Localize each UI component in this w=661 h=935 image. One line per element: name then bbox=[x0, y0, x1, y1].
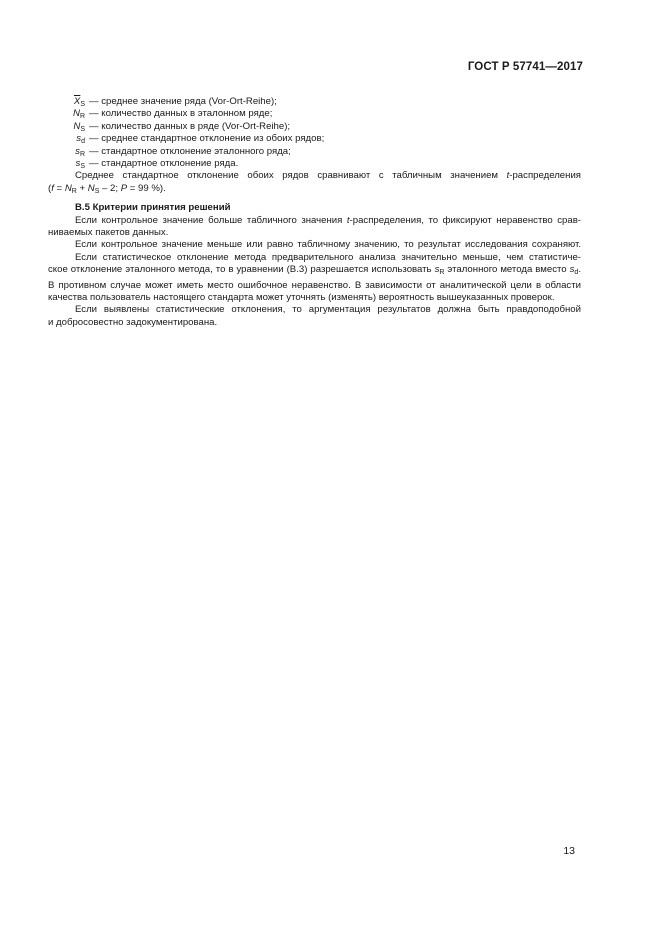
definition-row bbox=[48, 121, 581, 133]
page-number: 13 bbox=[563, 845, 575, 857]
definition-text: — количество данных в ряде (Vor-Ort-Reihe); bbox=[89, 120, 291, 132]
symbol-definitions bbox=[48, 96, 581, 170]
section-title: В.5 Критерии принятия решений bbox=[75, 202, 231, 214]
definition-symbol: $N_S$ bbox=[73, 120, 85, 133]
definition-symbol: $s_S$ bbox=[75, 157, 85, 170]
definition-symbol: $s_R$ bbox=[75, 145, 85, 158]
page-content bbox=[48, 96, 581, 329]
definition-text: — стандартное отклонение ряда. bbox=[89, 157, 239, 169]
definition-row bbox=[48, 96, 581, 108]
paragraph-3-line-3: В противном случае может иметь место ошибочное неравенство. В зависимости от аналитической цели в области bbox=[48, 279, 581, 291]
paragraph-4 bbox=[48, 304, 581, 329]
paragraph-4-line-2: и добросовестно задокументирована. bbox=[48, 316, 218, 328]
comparison-line-2: ($f = N_R + N_S - 2$; P = 99 %). bbox=[48, 182, 166, 195]
definition-row bbox=[48, 108, 581, 120]
paragraph-1-line-1: Если контрольное значение больше табличного значения t-распределения, то фиксируют неравенство срав- bbox=[75, 214, 581, 226]
definition-row bbox=[48, 133, 581, 145]
definition-text: — среднее значение ряда (Vor-Ort-Reihe); bbox=[89, 96, 277, 107]
paragraph-1-line-2: ниваемых пакетов данных. bbox=[48, 226, 169, 238]
paragraph-1 bbox=[48, 215, 581, 240]
paragraph-3-line-2: ское отклонение эталонного метода, то в уравнении (В.3) разрешается использовать $s_R$ эталонного метода вместо $s_d$. bbox=[48, 264, 581, 277]
paragraph-3 bbox=[48, 252, 581, 305]
paragraph-2-line-1: Если контрольное значение меньше или равно табличному значению, то результат исследования сохраняют. bbox=[75, 239, 581, 251]
comparison-paragraph bbox=[48, 170, 581, 198]
definition-row bbox=[48, 158, 581, 170]
paragraph-3-line-1: Если статистическое отклонение метода предварительного анализа значительно меньше, чем статистиче- bbox=[75, 251, 581, 263]
paragraph-3-line-4: качества пользователь настоящего стандарта может уточнять (изменять) вероятность вышеуказанных проверок. bbox=[48, 292, 555, 303]
document-code: ГОСТ Р 57741—2017 bbox=[467, 61, 583, 73]
definition-row bbox=[48, 146, 581, 158]
definition-symbol: $N_R$ bbox=[73, 108, 85, 121]
definition-symbol: $s_d$ bbox=[76, 133, 85, 146]
definition-text: — количество данных в эталонном ряде; bbox=[89, 108, 273, 120]
definition-text: — среднее стандартное отклонение из обоих рядов; bbox=[89, 133, 325, 145]
paragraph-4-line-1: Если выявлены статистические отклонения, то аргументация результатов должна быть правдоподобной bbox=[75, 304, 581, 316]
definition-text: — стандартное отклонение эталонного ряда; bbox=[89, 145, 291, 157]
comparison-line-1: Среднее стандартное отклонение обоих рядов сравнивают с табличным значением t-распределения bbox=[75, 170, 581, 182]
paragraph-2 bbox=[48, 239, 581, 251]
definition-symbol: $\overline{X}_S$ bbox=[73, 96, 85, 108]
